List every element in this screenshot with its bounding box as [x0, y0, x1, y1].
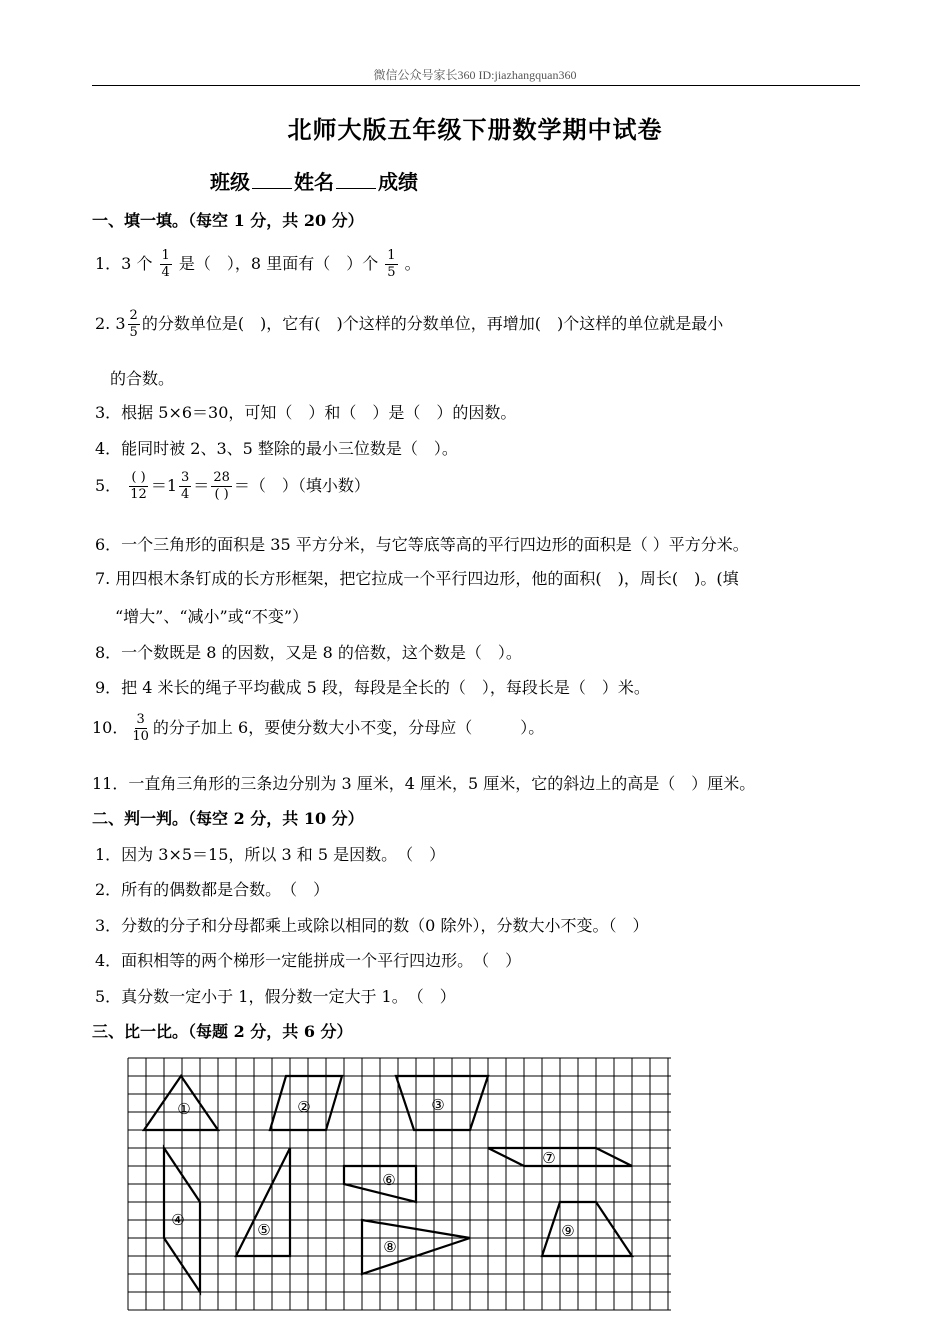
judge-item-2: 2．所有的偶数都是合数。 （ ）	[95, 880, 330, 899]
shape-label-3: ③	[431, 1096, 445, 1114]
fraction: $\frac{( )}{12}$	[130, 470, 147, 502]
question-1-2	[95, 308, 723, 341]
q10-text-a: 10．	[92, 718, 129, 737]
shape-label-9: ⑨	[561, 1222, 575, 1240]
q5-text-d: ＝（ ）（填小数）	[233, 476, 370, 495]
page-title: 北师大版五年级下册数学期中试卷	[287, 115, 663, 144]
q5-text-b: ＝1	[150, 476, 178, 495]
q5-text-a: 5．	[95, 476, 122, 495]
shape-label-6: ⑥	[382, 1171, 396, 1189]
q2-text-b: 的分数单位是( )，它有( )个这样的分数单位，再增加( )个这样的单位就是最小	[141, 314, 724, 333]
q10-text-b: 的分子加上 6，要使分数大小不变，分母应（ ）。	[152, 718, 545, 737]
student-info	[210, 166, 418, 195]
question-1-6: 6．一个三角形的面积是 35 平方分米，与它等底等高的平行四边形的面积是（ ）平方分米。	[95, 535, 749, 554]
question-1-3: 3．根据 5×6＝30，可知（ ）和（ ）是（ ）的因数。	[95, 403, 517, 422]
question-1-8: 8．一个数既是 8 的因数，又是 8 的倍数，这个数是（ ）。	[95, 643, 522, 662]
shape-grid	[126, 1057, 672, 1312]
judge-item-5: 5．真分数一定小于 1，假分数一定大于 1。 （ ）	[95, 987, 456, 1006]
shape-label-7: ⑦	[542, 1149, 556, 1167]
section2-heading: 二、判一判。（每空 2 分，共 10 分）	[92, 809, 364, 828]
shape-label-2: ②	[297, 1098, 311, 1116]
fraction: $\frac{3}{4}$	[181, 470, 190, 502]
judge-item-3: 3．分数的分子和分母都乘上或除以相同的数（0 除外），分数大小不变。（ ）	[95, 916, 649, 935]
question-1-7: 7. 用四根木条钉成的长方形框架，把它拉成一个平行四边形，他的面积( )，周长( )。(填	[95, 569, 739, 588]
q1-text-a: 1．3 个	[95, 254, 153, 273]
question-1-10	[92, 712, 544, 745]
fraction: $\frac{3}{10}$	[132, 712, 149, 744]
q1-text-b: 是（ ），8 里面有（ ）个	[178, 254, 379, 273]
q2-text-a: 2. 3	[95, 314, 126, 333]
page-header: 微信公众号家长360 ID:jiazhangquan360	[373, 68, 577, 82]
judge-item-1: 1．因为 3×5＝15，所以 3 和 5 是因数。 （ ）	[95, 845, 446, 864]
q1-text-c: 。	[404, 254, 421, 273]
shape-label-5: ⑤	[257, 1221, 271, 1239]
shape-9-trapezoid	[542, 1202, 632, 1256]
question-1-2-cont: 的合数。	[110, 369, 175, 388]
class-label: 班级	[210, 170, 250, 194]
class-blank[interactable]	[252, 170, 292, 189]
question-1-4: 4．能同时被 2、3、5 整除的最小三位数是（ ）。	[95, 439, 458, 458]
shape-label-4: ④	[171, 1211, 185, 1229]
q5-text-c: ＝	[193, 476, 210, 495]
fraction: $\frac{28}{( )}$	[213, 470, 230, 502]
shape-label-8: ⑧	[383, 1238, 397, 1256]
question-1-9: 9．把 4 米长的绳子平均截成 5 段，每段是全长的（ ），每段长是（ ）米。	[95, 678, 650, 697]
header-rule	[92, 85, 860, 86]
section3-heading: 三、比一比。（每题 2 分，共 6 分）	[92, 1022, 353, 1041]
fraction: $\frac{1}{4}$	[161, 248, 170, 280]
question-1-5	[95, 470, 370, 503]
fraction: $\frac{1}{5}$	[387, 248, 396, 280]
fraction: $\frac{2}{5}$	[129, 308, 138, 340]
question-1-7-cont: “增大”、“减小”或“不变”）	[115, 607, 309, 626]
question-1-1	[95, 248, 421, 281]
name-blank[interactable]	[336, 170, 376, 189]
score-label: 成绩	[378, 170, 418, 194]
shape-label-1: ①	[177, 1100, 191, 1118]
question-1-11: 11．一直角三角形的三条边分别为 3 厘米，4 厘米，5 厘米，它的斜边上的高是（ ）厘米。	[92, 774, 756, 793]
name-label: 姓名	[294, 170, 334, 194]
judge-item-4: 4．面积相等的两个梯形一定能拼成一个平行四边形。 （ ）	[95, 951, 522, 970]
section1-heading: 一、填一填。（每空 1 分，共 20 分）	[92, 211, 364, 230]
